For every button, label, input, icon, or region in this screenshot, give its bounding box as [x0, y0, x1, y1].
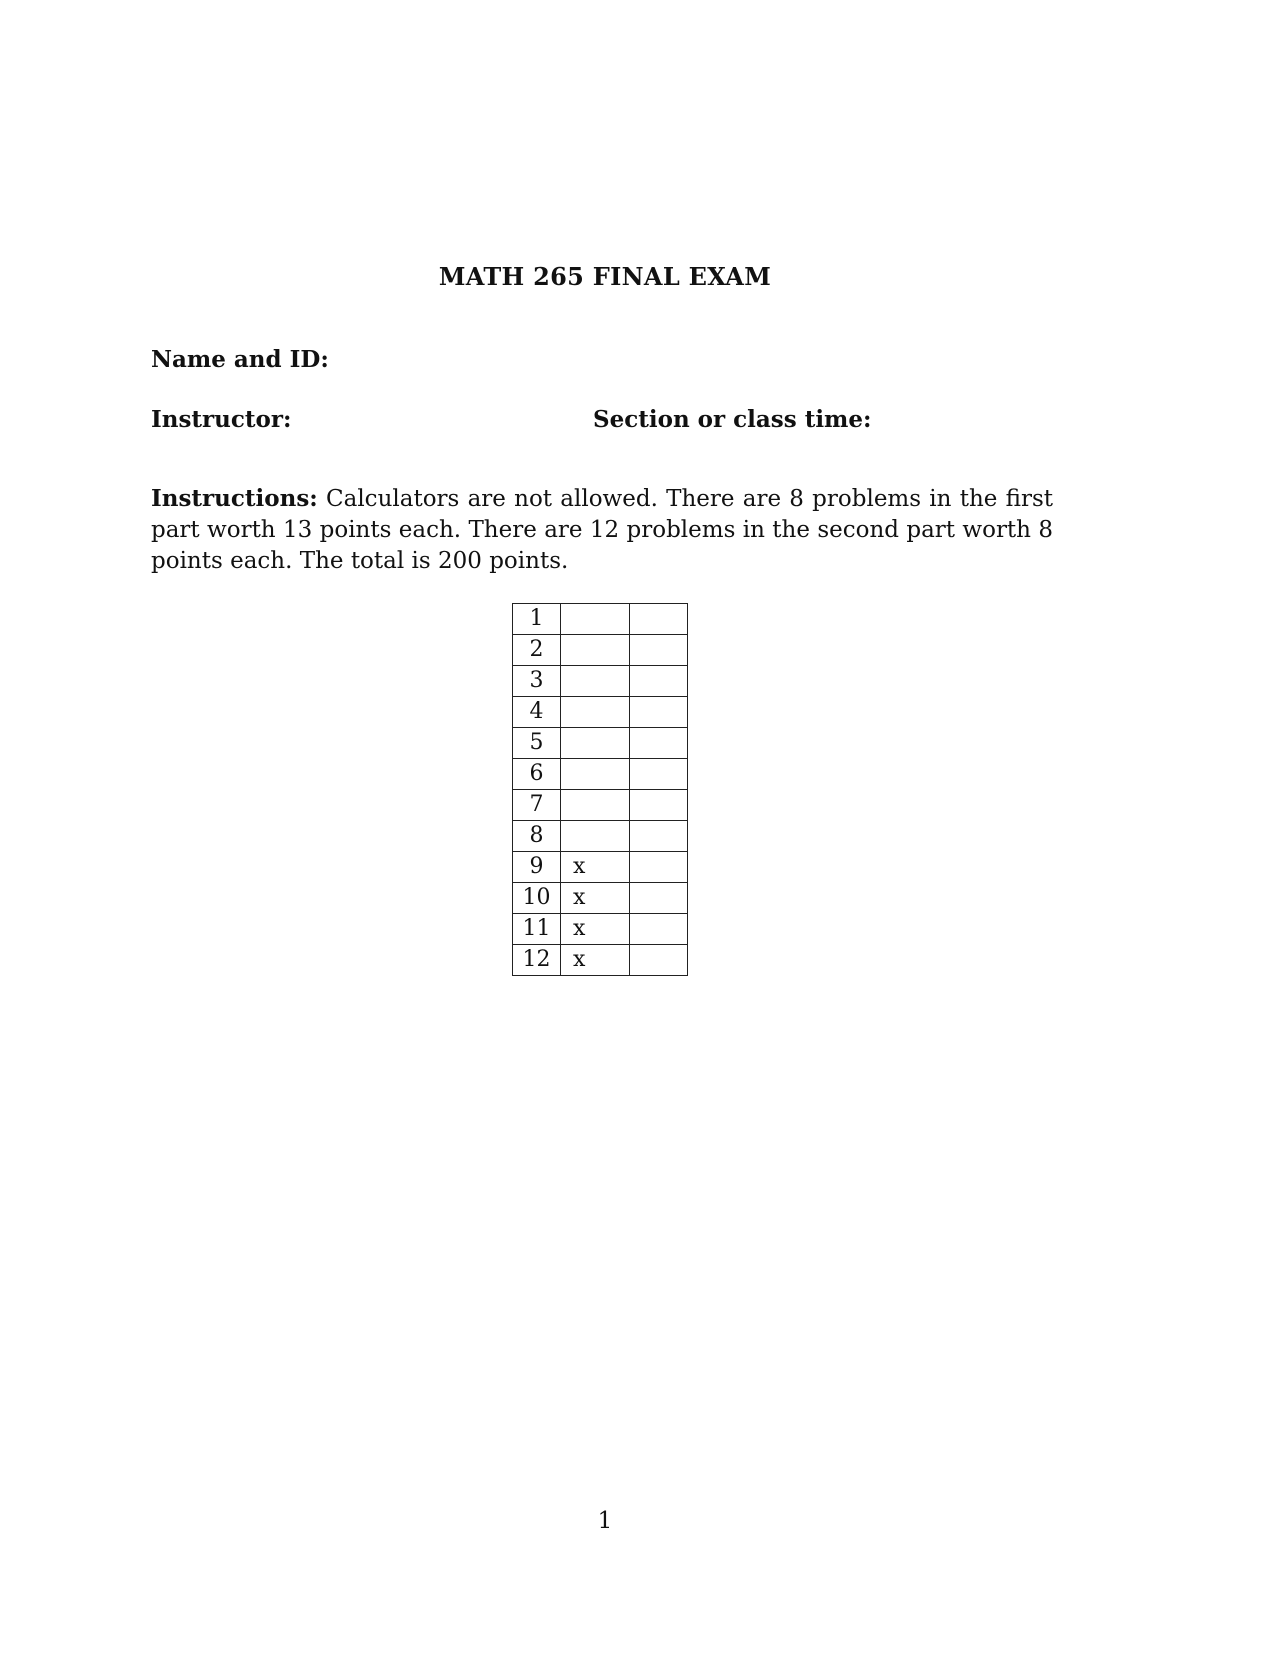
section-label: Section or class time:	[593, 406, 872, 433]
problem-mark-cell: x	[561, 945, 630, 976]
name-id-label: Name and ID:	[151, 346, 329, 373]
problem-mark-cell	[561, 790, 630, 821]
problem-score-cell	[630, 635, 688, 666]
problem-number-cell: 1	[513, 604, 561, 635]
problem-mark-cell: x	[561, 852, 630, 883]
problem-number-cell: 9	[513, 852, 561, 883]
problem-score-cell	[630, 728, 688, 759]
page-title: MATH 265 FINAL EXAM	[438, 262, 772, 291]
score-table-body	[513, 604, 688, 976]
problem-number-cell: 10	[513, 883, 561, 914]
problem-score-cell	[630, 666, 688, 697]
score-table-row	[513, 852, 688, 883]
problem-number-cell: 2	[513, 635, 561, 666]
score-table-row	[513, 666, 688, 697]
problem-mark-cell	[561, 821, 630, 852]
problem-score-cell	[630, 914, 688, 945]
score-table-row	[513, 635, 688, 666]
problem-mark-cell: x	[561, 883, 630, 914]
score-table-row	[513, 697, 688, 728]
score-table-row	[513, 945, 688, 976]
page-number: 1	[597, 1508, 613, 1534]
problem-mark-cell	[561, 604, 630, 635]
problem-score-cell	[630, 790, 688, 821]
problem-score-cell	[630, 759, 688, 790]
score-table	[512, 603, 688, 976]
problem-number-cell: 7	[513, 790, 561, 821]
problem-score-cell	[630, 945, 688, 976]
problem-number-cell: 11	[513, 914, 561, 945]
score-table-row	[513, 914, 688, 945]
score-table-row	[513, 790, 688, 821]
problem-score-cell	[630, 604, 688, 635]
score-table-row	[513, 821, 688, 852]
problem-mark-cell	[561, 666, 630, 697]
score-table-row	[513, 759, 688, 790]
problem-number-cell: 8	[513, 821, 561, 852]
instructor-label: Instructor:	[151, 406, 292, 433]
problem-number-cell: 4	[513, 697, 561, 728]
problem-score-cell	[630, 883, 688, 914]
problem-mark-cell	[561, 635, 630, 666]
problem-score-cell	[630, 852, 688, 883]
problem-number-cell: 12	[513, 945, 561, 976]
problem-score-cell	[630, 697, 688, 728]
score-table-row	[513, 604, 688, 635]
score-table-row	[513, 883, 688, 914]
problem-mark-cell: x	[561, 914, 630, 945]
problem-mark-cell	[561, 759, 630, 790]
problem-mark-cell	[561, 697, 630, 728]
problem-mark-cell	[561, 728, 630, 759]
problem-number-cell: 3	[513, 666, 561, 697]
instructions-paragraph	[151, 483, 1053, 577]
score-table-row	[513, 728, 688, 759]
problem-score-cell	[630, 821, 688, 852]
problem-number-cell: 5	[513, 728, 561, 759]
instructions-body: Calculators are not allowed. There are 8 problems in the first part worth 13 points each. There are 12 problems in the second part worth 8 points each. The total is 200 points.	[151, 486, 1053, 574]
instructions-lead: Instructions:	[151, 485, 318, 512]
problem-number-cell: 6	[513, 759, 561, 790]
